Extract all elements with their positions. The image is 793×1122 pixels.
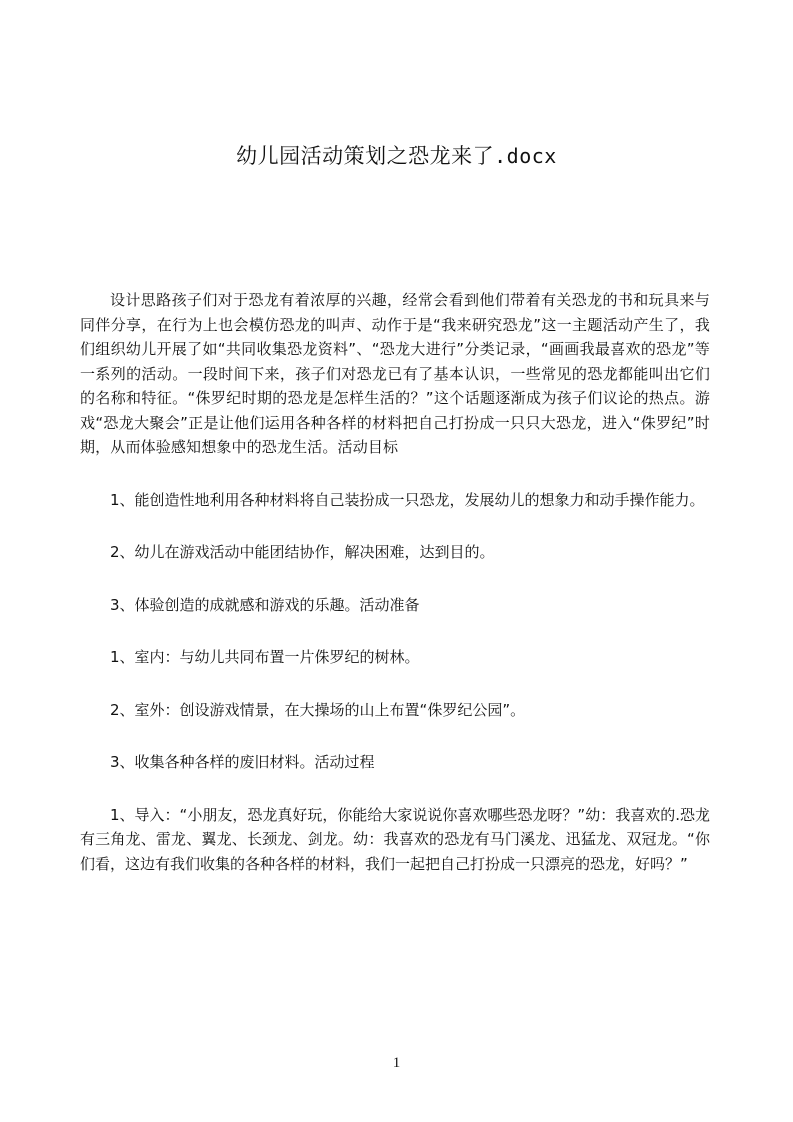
paragraph-process-1: 1、导入：“小朋友，恐龙真好玩，你能给大家说说你喜欢哪些恐龙呀？”幼：我喜欢的.恐龙有三角龙、雷龙、翼龙、长颈龙、剑龙。幼：我喜欢的恐龙有马门溪龙、迅猛龙、双冠龙。“你们看，这边有我们收集的各种各样的材料，我们一起把自己打扮成一只漂亮的恐龙，好吗？” — [80, 805, 710, 873]
paragraph-prep-1: 1、室内：与幼儿共同布置一片侏罗纪的树林。 — [110, 648, 420, 666]
document-title-text: 幼儿园活动策划之恐龙来了 — [236, 144, 495, 168]
paragraph-design-rationale: 设计思路孩子们对于恐龙有着浓厚的兴趣，经常会看到他们带着有关恐龙的书和玩具来与同伴分享，在行为上也会模仿恐龙的叫声、动作于是“我来研究恐龙”这一主题活动产生了，我们组织幼儿开展了如“共同收集恐龙资料”、“恐龙大进行”分类记录，“画画我最喜欢的恐龙”等一系列的活动。一段时间下来，孩子们对恐龙已有了基本认识，一些常见的恐龙都能叫出它们的名称和特征。“侏罗纪时期的恐龙是怎样生活的？”这个话题逐渐成为孩子们议论的热点。游戏“恐龙大聚会”正是让他们运用各种各样的材料把自己打扮成一只只大恐龙，进入“侏罗纪”时期，从而体验感知想象中的恐龙生活。活动目标 — [80, 291, 710, 456]
document-body — [80, 288, 710, 876]
paragraph-goal-1: 1、能创造性地利用各种材料将自己装扮成一只恐龙，发展幼儿的想象力和动手操作能力。 — [110, 490, 705, 509]
paragraph-goal-3: 3、体验创造的成就感和游戏的乐趣。活动准备 — [110, 595, 420, 614]
paragraph-prep-2: 2、室外：创设游戏情景，在大操场的山上布置“侏罗纪公园”。 — [110, 700, 526, 719]
paragraph-goal-2: 2、幼儿在游戏活动中能团结协作，解决困难，达到目的。 — [110, 543, 495, 561]
page-number: 1 — [392, 1055, 401, 1071]
document-title — [0, 140, 793, 170]
document-title-extension: .docx — [494, 144, 557, 168]
paragraph-prep-3: 3、收集各种各样的废旧材料。活动过程 — [110, 753, 375, 771]
